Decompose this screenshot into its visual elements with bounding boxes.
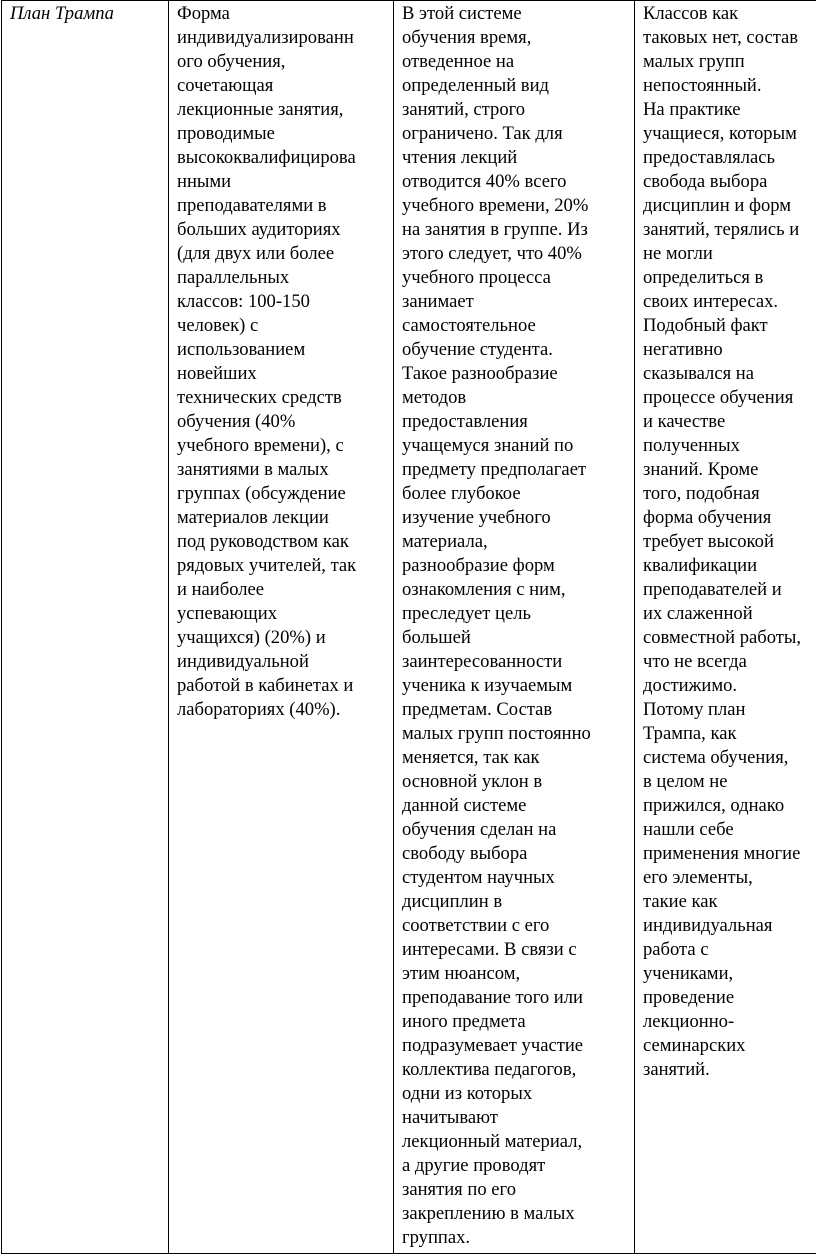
table-cell-description [169, 1, 394, 1254]
plan-features: В этой системе обучения время, отведенное на определенный вид занятий, строго ограничено. Так для чтения лекций отводится 40% всего учебного времени, 20% на занятия в группе. Из этого следует, что 40% учебного процесса занимает самостоятельное обучение студента. Такое разнообразие методов предоставления учащемуся знаний по предмету предполагает более глубокое изучение учебного материала, разнообразие форм ознакомления с ним, преследует цель большей заинтересованности ученика к изучаемым предметам. Состав малых групп постоянно меняется, так как основной уклон в данной системе обучения сделан на свободу выбора студентом научных дисциплин в соответствии с его интересами. В связи с этим нюансом, преподавание того или иного предмета подразумевает участие коллектива педагогов, одни из которых начитывают лекционный материал, а другие проводят занятия по его закреплению в малых группах. [402, 3, 591, 1248]
table-row [2, 1, 816, 1254]
plan-drawbacks: Классов как таковых нет, состав малых групп непостоянный. На практике учащиеся, которым предоставлялась свобода выбора дисциплин и форм занятий, терялись и не могли определиться в своих интересах. Подобный факт негативно сказывался на процессе обучения и качестве полученных знаний. Кроме того, подобная форма обучения требует высокой квалификации преподавателей и их слаженной совместной работы, что не всегда достижимо. Потому план Трампа, как система обучения, в целом не прижился, однако нашли себе применения многие его элементы, такие как индивидуальная работа с учениками, проведение лекционно- семинарских занятий. [643, 3, 802, 1080]
table-cell-drawbacks [635, 1, 816, 1254]
table-cell-features [394, 1, 635, 1254]
plan-description: Форма индивидуализированн ого обучения, сочетающая лекционные занятия, проводимые высококвалифицирова нными преподавателями в больших аудиториях (для двух или более параллельных классов: 100-150 человек) с использованием новейших технических средств обучения (40% учебного времени), с занятиями в малых группах (обсуждение материалов лекции под руководством как рядовых учителей, так и наиболее успевающих учащихся) (20%) и индивидуальной работой в кабинетах и лабораториях (40%). [177, 3, 357, 720]
comparison-table [1, 0, 816, 1254]
table-cell-title [2, 1, 169, 1254]
plan-title: План Трампа [10, 3, 114, 24]
